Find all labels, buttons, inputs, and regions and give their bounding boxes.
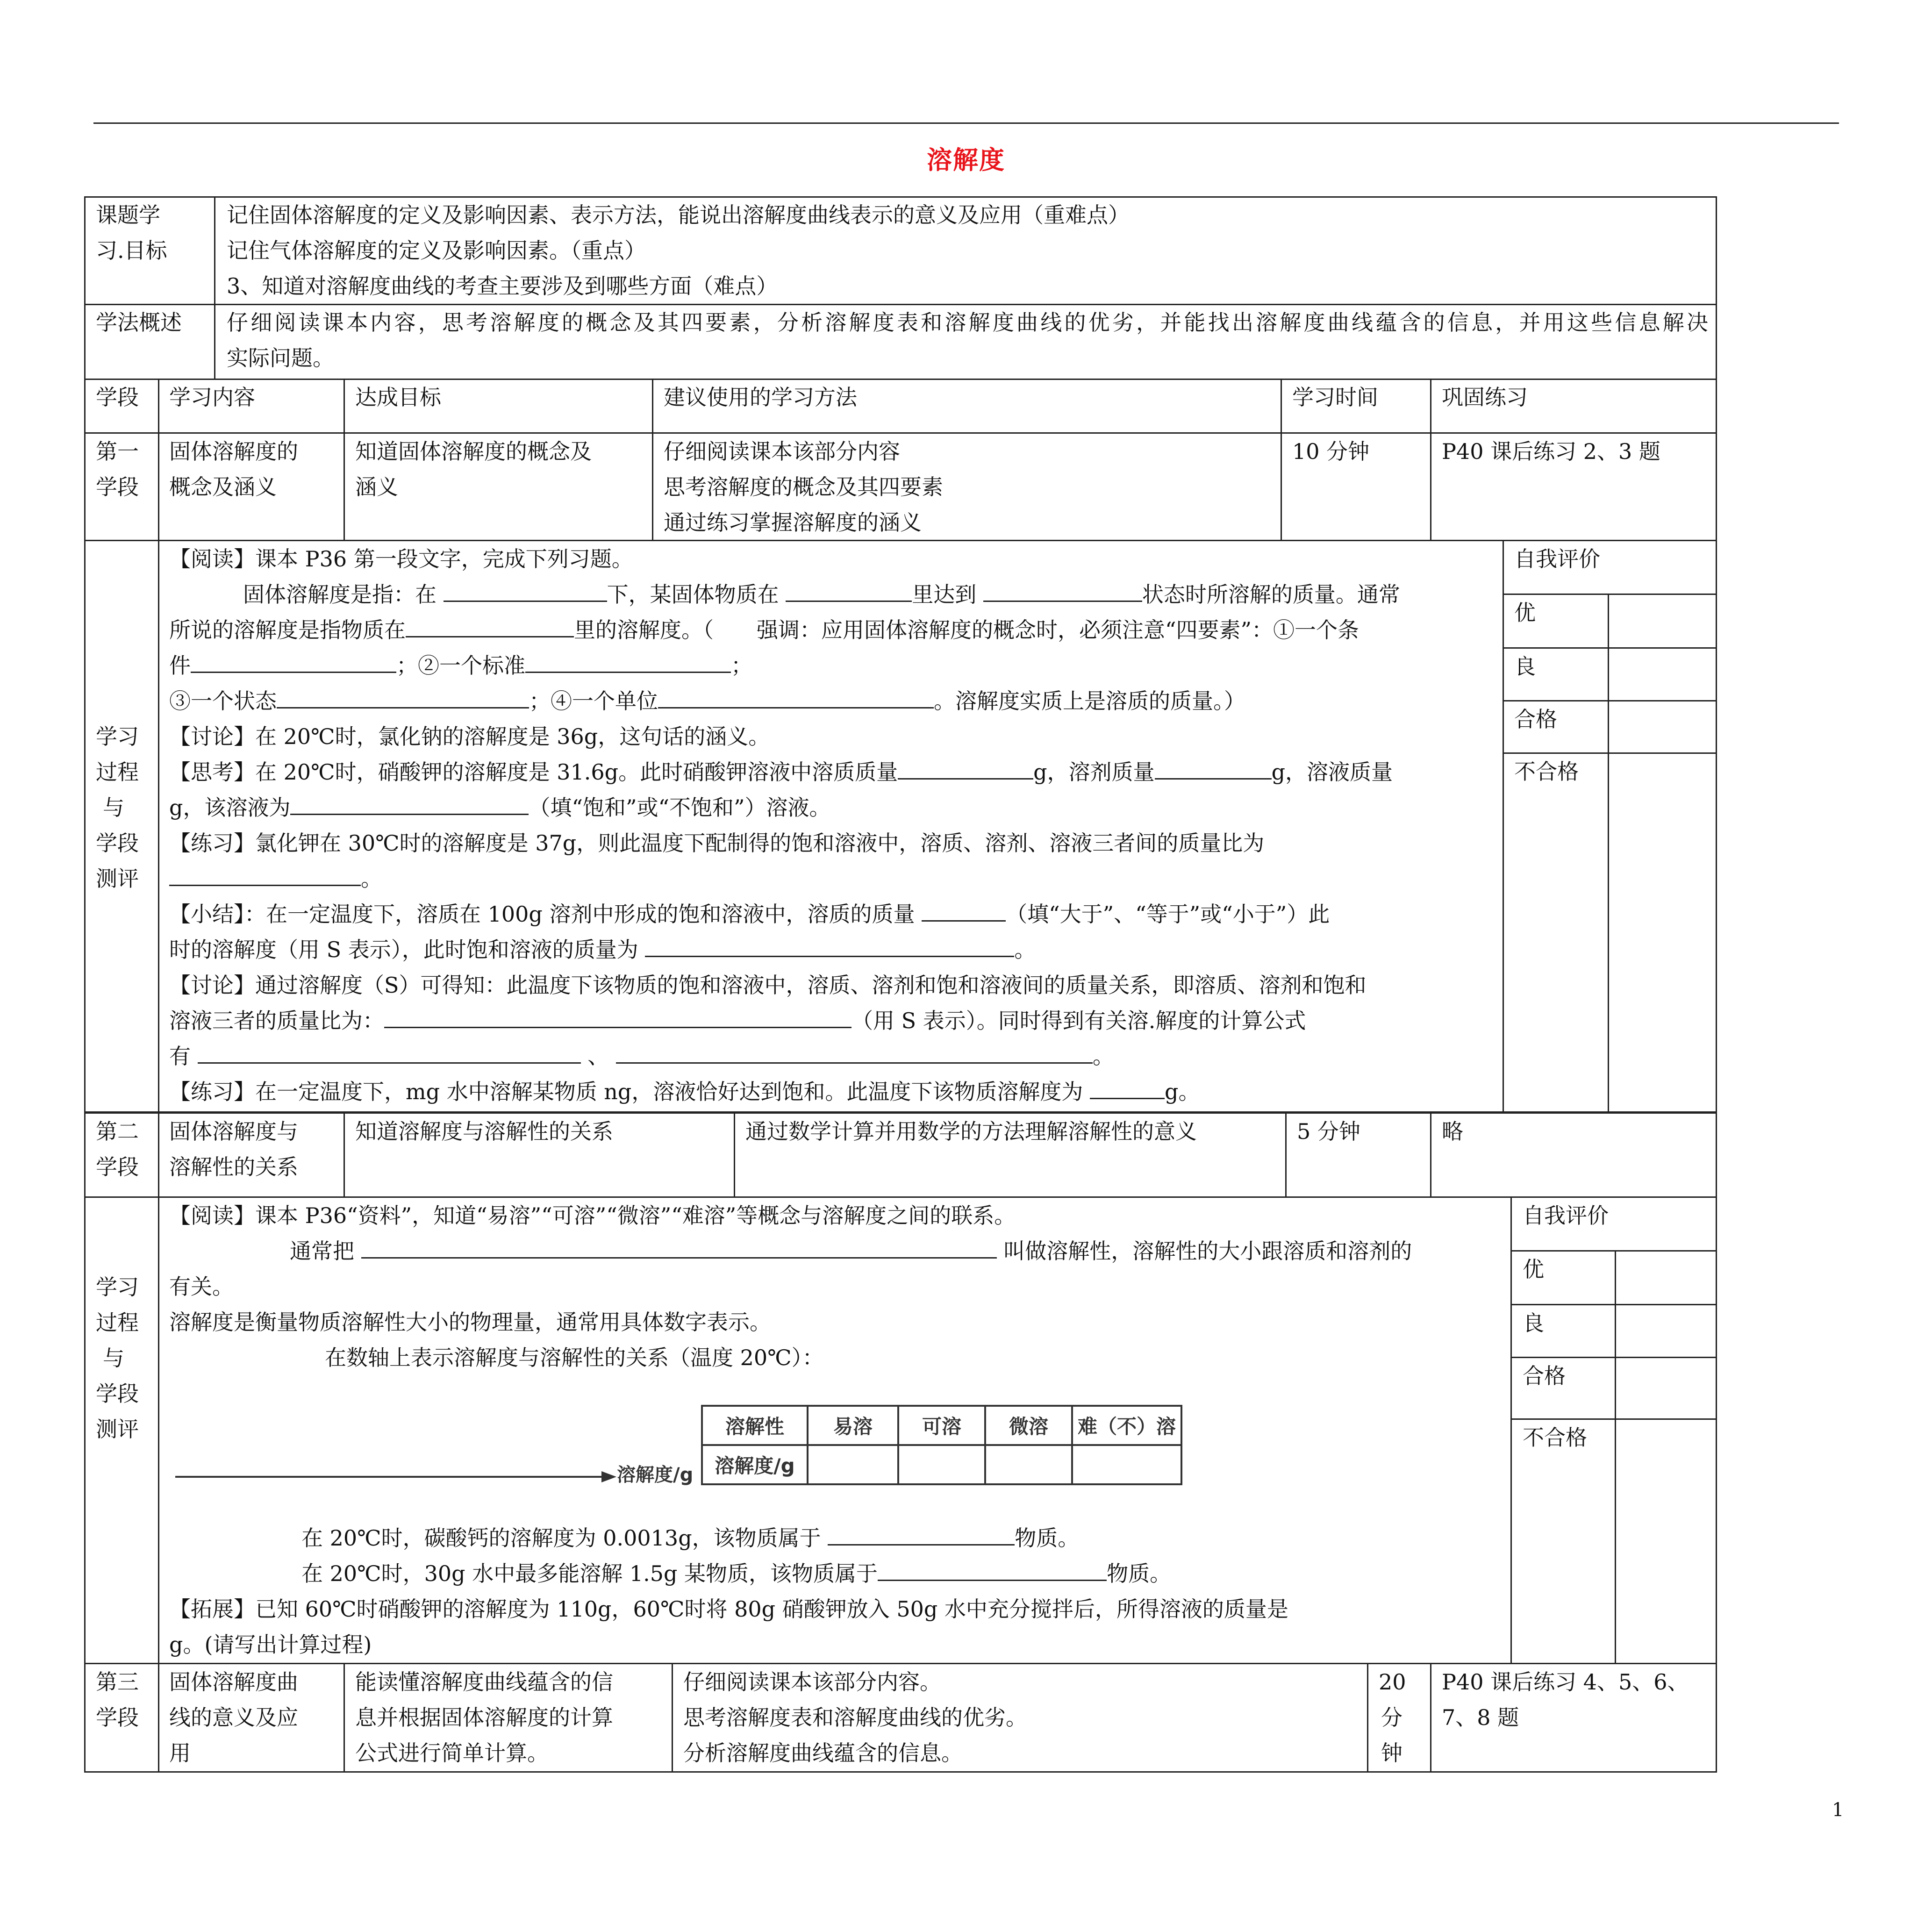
method-summary: 仔细阅读课本内容，思考溶解度的概念及其四要素，分析溶解度表和溶解度曲线的优劣，并能找出溶解度曲线蕴含的信息，并用这些信息解决 xyxy=(227,310,1708,335)
solubility-question: 在 20℃时，30g 水中最多能溶解 1.5g 某物质，该物质属于 物质。 xyxy=(301,1561,1172,1586)
col-target: 达成目标 xyxy=(355,385,441,410)
answer-blank[interactable] xyxy=(290,794,529,815)
divider xyxy=(158,1111,159,1196)
eval-fail: 不合格 xyxy=(1514,759,1579,784)
divider xyxy=(343,379,345,540)
divider xyxy=(158,1663,159,1773)
axis-arrow-icon xyxy=(601,1471,616,1482)
summary-task: 【小结】：在一定温度下，溶质在 100g 溶剂中形成的饱和溶液中，溶质的质量 （填“大于”、“等于”或“小于”）此 xyxy=(169,902,1330,927)
reading-task-2: 【阅读】课本 P36“资料”，知道“易溶”“可溶”“微溶”“难溶”等概念与溶解度之间的联系。 xyxy=(169,1203,1016,1228)
answer-blank[interactable] xyxy=(616,1043,1093,1064)
solubility-note: 溶解度是衡量物质溶解性大小的物理量，通常用具体数字表示。 xyxy=(169,1309,771,1335)
answer-blank[interactable] xyxy=(922,901,1006,922)
answer-blank[interactable] xyxy=(444,581,607,602)
scale-header: 可溶 xyxy=(898,1406,985,1445)
divider xyxy=(1615,1250,1616,1663)
col-practice: 巩固练习 xyxy=(1442,385,1528,410)
page-title: 溶解度 xyxy=(927,145,1005,175)
stage3-time: 20 xyxy=(1379,1669,1406,1695)
scale-row-label: 溶解度/g xyxy=(702,1445,808,1484)
axis-label: 溶解度/g xyxy=(617,1464,694,1486)
method-label: 学法概述 xyxy=(96,310,182,335)
stage3-target: 能读懂溶解度曲线蕴含的信 xyxy=(355,1669,613,1695)
scale-header: 溶解性 xyxy=(702,1406,808,1445)
answer-blank[interactable] xyxy=(169,865,361,886)
discussion-task-2: 有 、 。 xyxy=(169,1044,1114,1069)
answer-blank[interactable] xyxy=(878,1560,1107,1581)
answer-blank[interactable] xyxy=(1090,1078,1165,1099)
answer-blank[interactable] xyxy=(191,652,396,673)
scale-cell[interactable] xyxy=(1072,1445,1181,1484)
stage3-practice: 7、8 题 xyxy=(1442,1705,1519,1730)
stage3-time: 分 xyxy=(1381,1705,1402,1730)
discussion-task: 【讨论】在 20℃时，氯化钠的溶解度是 36g，这句话的涵义。 xyxy=(169,724,770,749)
stage1-method: 通过练习掌握溶解度的涵义 xyxy=(664,510,922,535)
stage3-target: 公式进行简单计算。 xyxy=(355,1740,549,1766)
divider xyxy=(1281,379,1282,540)
divider xyxy=(343,1663,345,1773)
stage2-name: 第二 xyxy=(96,1119,139,1144)
thinking-task: g，该溶液为 （填“饱和”或“不饱和”）溶液。 xyxy=(169,795,831,820)
scale-cell[interactable] xyxy=(898,1445,985,1484)
divider xyxy=(1367,1663,1368,1773)
stage1-target: 知道固体溶解度的概念及 xyxy=(355,439,592,464)
divider xyxy=(1503,540,1504,1111)
definition-line: 件 ；②一个标准 ； xyxy=(169,653,752,678)
col-stage: 学段 xyxy=(96,385,139,410)
stage1-method: 仔细阅读课本该部分内容 xyxy=(664,439,900,464)
reading-task: 【阅读】课本 P36 第一段文字，完成下列习题。 xyxy=(169,546,633,572)
stage3-content: 线的意义及应 xyxy=(169,1705,298,1730)
axis-instruction: 在数轴上表示溶解度与溶解性的关系（温度 20℃）： xyxy=(325,1345,824,1370)
discussion-task-2: 溶液三者的质量比为： （用 S 表示）。同时得到有关溶.解度的计算公式 xyxy=(169,1008,1306,1033)
extension-task: g。(请写出计算过程) xyxy=(169,1632,372,1657)
method-summary-cont: 实际问题。 xyxy=(227,345,334,371)
discussion-task-2: 【讨论】通过溶解度（S）可得知：此温度下该物质的饱和溶液中，溶质、溶剂和饱和溶液间的质量关系，即溶质、溶剂和饱和 xyxy=(169,973,1367,998)
stage2-method: 通过数学计算并用数学的方法理解溶解性的意义 xyxy=(745,1119,1197,1144)
top-rule xyxy=(93,122,1839,124)
stage1-time: 10 分钟 xyxy=(1292,439,1370,464)
exercise-task: 【练习】氯化钾在 30℃时的溶解度是 37g，则此温度下配制得的饱和溶液中，溶质、溶剂、溶液三者间的质量比为 xyxy=(169,830,1265,856)
answer-blank[interactable] xyxy=(983,581,1142,602)
stage1-content: 固体溶解度的 xyxy=(169,439,298,464)
answer-blank[interactable] xyxy=(658,687,934,708)
eval-excellent: 优 xyxy=(1523,1257,1544,1282)
col-time: 学习时间 xyxy=(1292,385,1378,410)
solubility-axis xyxy=(175,1463,624,1491)
answer-blank[interactable] xyxy=(361,1238,997,1259)
stage2-practice: 略 xyxy=(1442,1119,1463,1144)
divider xyxy=(158,379,159,540)
solubility-definition: 通常把 叫做溶解性，溶解性的大小跟溶质和溶剂的 xyxy=(290,1238,1412,1264)
stage3-method: 分析溶解度曲线蕴含的信息。 xyxy=(683,1740,963,1766)
stage2-content: 溶解性的关系 xyxy=(169,1154,298,1180)
stage3-method: 思考溶解度表和溶解度曲线的优劣。 xyxy=(683,1705,1027,1730)
extension-task: 【拓展】已知 60℃时硝酸钾的溶解度为 110g，60℃时将 80g 硝酸钾放入 50g 水中充分搅拌后，所得溶液的质量是 xyxy=(169,1596,1288,1622)
stage2-name: 学段 xyxy=(96,1154,139,1180)
stage1-practice: P40 课后练习 2、3 题 xyxy=(1442,439,1660,464)
goal-item: 记住气体溶解度的定义及影响因素。（重点） xyxy=(227,238,646,263)
divider xyxy=(1608,594,1609,1111)
scale-header: 难（不）溶 xyxy=(1072,1406,1181,1445)
stage1-name: 学段 xyxy=(96,474,139,500)
stage2-content: 固体溶解度与 xyxy=(169,1119,298,1144)
eval-fail: 不合格 xyxy=(1523,1425,1587,1450)
page-number: 1 xyxy=(1832,1799,1844,1821)
scale-header: 易溶 xyxy=(808,1406,898,1445)
answer-blank[interactable] xyxy=(898,758,1033,780)
scale-cell[interactable] xyxy=(808,1445,898,1484)
stage3-target: 息并根据固体溶解度的计算 xyxy=(355,1705,613,1730)
stage3-time: 钟 xyxy=(1381,1740,1402,1766)
divider xyxy=(214,196,215,379)
stage3-content: 固体溶解度曲 xyxy=(169,1669,298,1695)
answer-blank[interactable] xyxy=(1155,758,1272,780)
answer-blank[interactable] xyxy=(406,616,574,637)
answer-blank[interactable] xyxy=(645,936,1014,957)
divider xyxy=(158,540,159,1111)
answer-blank[interactable] xyxy=(277,687,529,708)
solubility-scale-table xyxy=(701,1405,1182,1485)
divider xyxy=(1285,1111,1287,1196)
calcium-carbonate-question: 在 20℃时，碳酸钙的溶解度为 0.0013g，该物质属于 物质。 xyxy=(301,1525,1080,1551)
answer-blank[interactable] xyxy=(198,1043,581,1064)
divider xyxy=(158,1196,159,1663)
stage3-content: 用 xyxy=(169,1740,191,1766)
stage2-target: 知道溶解度与溶解性的关系 xyxy=(355,1119,613,1144)
stage1-name: 第一 xyxy=(96,439,139,464)
self-eval-title: 自我评价 xyxy=(1514,546,1600,572)
answer-blank[interactable] xyxy=(828,1524,1015,1546)
stage2-time: 5 分钟 xyxy=(1297,1119,1360,1144)
stage3-practice: P40 课后练习 4、5、6、 xyxy=(1442,1669,1689,1695)
stage3-name: 第三 xyxy=(96,1669,139,1695)
goal-label: 课题学 xyxy=(96,202,160,228)
answer-blank[interactable] xyxy=(786,581,912,602)
col-content: 学习内容 xyxy=(169,385,255,410)
goal-item: 3、知道对溶解度曲线的考查主要涉及到哪些方面（难点） xyxy=(227,273,778,299)
scale-header: 微溶 xyxy=(985,1406,1072,1445)
eval-good: 良 xyxy=(1514,654,1536,679)
eval-excellent: 优 xyxy=(1514,600,1536,625)
divider xyxy=(1430,379,1431,540)
scale-cell[interactable] xyxy=(985,1445,1072,1484)
definition-line: ③一个状态 ；④一个单位 。溶解度实质上是溶质的质量。） xyxy=(169,688,1245,714)
divider xyxy=(672,1663,673,1773)
divider xyxy=(652,379,653,540)
divider xyxy=(734,1111,735,1196)
goal-item: 记住固体溶解度的定义及影响因素、表示方法，能说出溶解度曲线表示的意义及应用（重难点） xyxy=(227,202,1130,228)
goal-label: 习.目标 xyxy=(96,238,167,263)
divider xyxy=(1430,1663,1431,1773)
definition-line: 固体溶解度是指：在 下，某固体物质在 里达到 状态时所溶解的质量。通常 xyxy=(243,582,1400,607)
thinking-task: 【思考】在 20℃时，硝酸钾的溶解度是 31.6g。此时硝酸钾溶液中溶质质量 g，溶剂质量 g，溶液质量 xyxy=(169,759,1393,785)
definition-line: 所说的溶解度是指物质在 里的溶解度。（ 强调：应用固体溶解度的概念时，必须注意“四要素”：①一个条 xyxy=(169,617,1360,643)
stage1-method: 思考溶解度的概念及其四要素 xyxy=(664,474,943,500)
answer-blank[interactable] xyxy=(525,652,731,673)
exercise-task-2: 【练习】在一定温度下，mg 水中溶解某物质 ng，溶液恰好达到饱和。此温度下该物质溶解度为 g。 xyxy=(169,1079,1200,1104)
exercise-task: 。 xyxy=(169,861,382,896)
col-method: 建议使用的学习方法 xyxy=(664,385,857,410)
eval-good: 良 xyxy=(1523,1310,1544,1336)
stage1-content: 概念及涵义 xyxy=(169,474,277,500)
solubility-definition: 有关。 xyxy=(169,1274,234,1299)
divider xyxy=(343,1111,345,1196)
divider xyxy=(1510,1196,1512,1663)
summary-task: 时的溶解度（用 S 表示），此时饱和溶液的质量为 。 xyxy=(169,937,1036,962)
stage3-method: 仔细阅读课本该部分内容。 xyxy=(683,1669,941,1695)
stage3-name: 学段 xyxy=(96,1705,139,1730)
eval-pass: 合格 xyxy=(1523,1363,1566,1388)
divider xyxy=(1430,1111,1431,1196)
self-eval-title: 自我评价 xyxy=(1523,1203,1609,1228)
stage1-target: 涵义 xyxy=(355,474,398,500)
answer-blank[interactable] xyxy=(384,1007,852,1028)
eval-pass: 合格 xyxy=(1514,707,1557,732)
